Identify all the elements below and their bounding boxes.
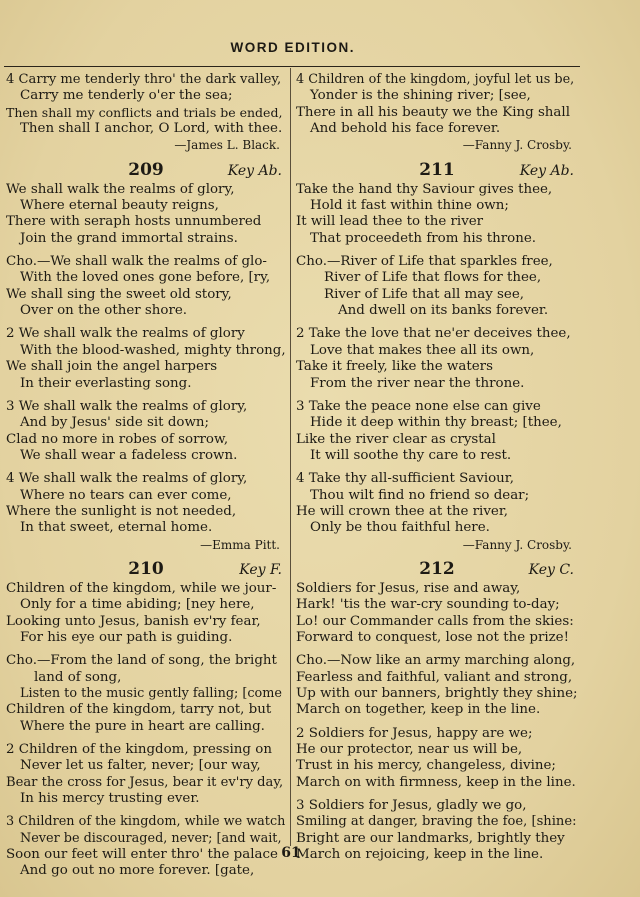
hymn-author: —Fanny J. Crosby. (462, 138, 572, 153)
hymn-author: —James L. Black. (174, 138, 280, 153)
verse-line: He our protector, near us will be, (296, 742, 523, 758)
verse-line: 2 We shall walk the realms of glory (6, 326, 245, 342)
verse-block (296, 326, 578, 391)
verse-line: Clad no more in robes of sorrow, (6, 431, 229, 447)
verse-block (6, 72, 286, 154)
verse-line: There with seraph hosts unnumbered (6, 214, 262, 230)
verse-block (296, 726, 578, 791)
verse-line: 4 Take thy all-sufficient Saviour, (296, 471, 514, 487)
hymn-heading (296, 160, 578, 182)
verse-line: 4 We shall walk the realms of glory, (6, 471, 248, 487)
verse-block (6, 326, 286, 391)
verse-line: Hold it fast within thine own; (310, 198, 509, 214)
hymn-key: Key Ab. (227, 162, 282, 179)
verse-line: From the river near the throne. (310, 375, 525, 391)
verse-line: Where eternal beauty reigns, (20, 198, 219, 214)
chorus-block (296, 653, 578, 718)
verse-line: Where the sunlight is not needed, (6, 503, 237, 519)
verse-line: Where the pure in heart are calling. (20, 718, 265, 734)
chorus-block (6, 653, 286, 735)
verse-line: We shall wear a fadeless crown. (20, 447, 238, 463)
verse-block (6, 471, 286, 553)
verse-line: Only be thou faithful here. (310, 520, 490, 536)
verse-line: 3 Soldiers for Jesus, gladly we go, (296, 798, 527, 814)
verse-line: Join the grand immortal strains. (20, 230, 238, 246)
verse-line: Carry me tenderly o'er the sea; (20, 88, 233, 104)
column-divider (290, 68, 291, 846)
verse-line: River of Life that all may see, (324, 286, 525, 302)
verse-line: Take it freely, like the waters (296, 359, 493, 375)
verse-line: It will lead thee to the river (296, 214, 484, 230)
verse-line: Up with our banners, brightly they shine; (296, 686, 578, 701)
verse-line: 2 Take the love that ne'er deceives thee, (296, 326, 571, 342)
verse-line: Where no tears can ever come, (20, 487, 232, 503)
verse-line: And behold his face forever. (310, 121, 501, 137)
verse-line: Hide it deep within thy breast; [thee, (310, 415, 562, 431)
verse-line: Thou wilt find no friend so dear; (310, 487, 530, 503)
verse-line: Lo! our Commander calls from the skies: (296, 613, 574, 629)
page-header-title: WORD EDITION. (230, 40, 355, 55)
verse-line: Listen to the music gently falling; [come (20, 686, 282, 701)
verse-line: 3 Children of the kingdom, while we watch (6, 814, 286, 830)
verse-line: For his eye our path is guiding. (20, 629, 233, 645)
verse-line: Cho.—River of Life that sparkles free, (296, 254, 553, 270)
verse-line: Then shall my conflicts and trials be ended, (6, 104, 283, 120)
verse-block (296, 581, 578, 646)
verse-line: 2 Soldiers for Jesus, happy are we; (296, 725, 533, 741)
page-number: 61 (281, 845, 301, 861)
verse-line: March on with firmness, keep in the line. (296, 774, 576, 790)
verse-line: March on together, keep in the line. (296, 702, 541, 718)
verse-line: Then shall I anchor, O Lord, with thee. (20, 121, 283, 137)
hymn-number: 209 (128, 159, 164, 180)
verse-block (296, 72, 578, 154)
verse-line: In that sweet, eternal home. (20, 520, 213, 536)
verse-line: 4 Carry me tenderly thro' the dark valley, (6, 72, 282, 87)
verse-block (6, 182, 286, 247)
verse-line: Only for a time abiding; [ney here, (20, 597, 255, 613)
verse-line: Over on the other shore. (20, 303, 188, 319)
verse-line: Soldiers for Jesus, rise and away, (296, 580, 521, 596)
verse-line: 4 Children of the kingdom, joyful let us be, (296, 72, 575, 87)
chorus-block (296, 254, 578, 319)
hymn-key: Key C. (528, 561, 574, 578)
verse-line: That proceedeth from his throne. (310, 230, 536, 246)
header-rule (4, 66, 580, 67)
right-column (296, 72, 578, 863)
hymn-author: —Emma Pitt. (200, 537, 280, 552)
left-column (6, 72, 286, 880)
verse-line: 3 We shall walk the realms of glory, (6, 398, 248, 414)
verse-line: Soon our feet will enter thro' the palace (6, 847, 278, 863)
verse-line: Fearless and faithful, valiant and strong, (296, 669, 573, 685)
hymn-number: 210 (128, 558, 164, 579)
verse-line: Looking unto Jesus, banish ev'ry fear, (6, 613, 261, 629)
verse-block (296, 182, 578, 247)
verse-line: March on rejoicing, keep in the line. (296, 847, 544, 863)
verse-line: We shall join the angel harpers (6, 359, 218, 375)
verse-line: Cho.—From the land of song, the bright (6, 653, 277, 669)
verse-line: In their everlasting song. (20, 375, 192, 391)
verse-line: With the loved ones gone before, [ry, (20, 270, 271, 286)
verse-block (6, 581, 286, 646)
verse-line: Take the hand thy Saviour gives thee, (296, 181, 553, 197)
verse-line: Hark! 'tis the war-cry sounding to-day; (296, 597, 560, 613)
verse-block (296, 399, 578, 464)
verse-line: Love that makes thee all its own, (310, 342, 535, 358)
verse-line: 3 Take the peace none else can give (296, 398, 541, 414)
verse-line: Never be discouraged, never; [and wait, (20, 830, 282, 846)
verse-line: Like the river clear as crystal (296, 431, 496, 447)
verse-line: And dwell on its banks forever. (338, 303, 549, 319)
verse-block (296, 471, 578, 553)
hymn-number: 212 (419, 558, 455, 579)
verse-line: Cho.—We shall walk the realms of glo- (6, 254, 267, 270)
verse-line: Bright are our landmarks, brightly they (296, 830, 565, 846)
verse-line: Trust in his mercy, changeless, divine; (296, 758, 556, 774)
hymn-heading (6, 160, 286, 182)
verse-line: Bear the cross for Jesus, bear it ev'ry day, (6, 774, 284, 790)
verse-line: He will crown thee at the river, (296, 503, 509, 519)
verse-line: Smiling at danger, braving the foe, [shine: (296, 814, 577, 830)
verse-line: In his mercy trusting ever. (20, 791, 200, 807)
verse-line: There in all his beauty we the King shall (296, 104, 570, 120)
verse-line: 2 Children of the kingdom, pressing on (6, 742, 272, 758)
verse-line: land of song, (34, 669, 122, 685)
hymn-key: Key Ab. (519, 162, 574, 179)
hymn-heading (6, 559, 286, 581)
verse-line: Never let us falter, never; [our way, (20, 758, 261, 774)
verse-line: We shall walk the realms of glory, (6, 181, 235, 197)
hymn-heading (296, 559, 578, 581)
verse-line: We shall sing the sweet old story, (6, 286, 232, 302)
verse-line: With the blood-washed, mighty throng, (20, 342, 286, 358)
verse-block (6, 742, 286, 807)
verse-line: And by Jesus' side sit down; (20, 415, 210, 431)
verse-line: Children of the kingdom, tarry not, but (6, 702, 272, 718)
verse-block (6, 399, 286, 464)
verse-line: River of Life that flows for thee, (324, 270, 542, 286)
verse-line: Children of the kingdom, while we jour- (6, 580, 277, 596)
hymn-number: 211 (419, 159, 455, 180)
verse-line: And go out no more forever. [gate, (20, 863, 255, 879)
verse-line: Yonder is the shining river; [see, (310, 88, 531, 104)
hymn-key: Key F. (239, 561, 282, 578)
verse-line: It will soothe thy care to rest. (310, 447, 512, 463)
verse-line: Forward to conquest, lose not the prize! (296, 629, 569, 645)
hymn-author: —Fanny J. Crosby. (462, 537, 572, 552)
chorus-block (6, 254, 286, 319)
verse-line: Cho.—Now like an army marching along, (296, 653, 576, 669)
